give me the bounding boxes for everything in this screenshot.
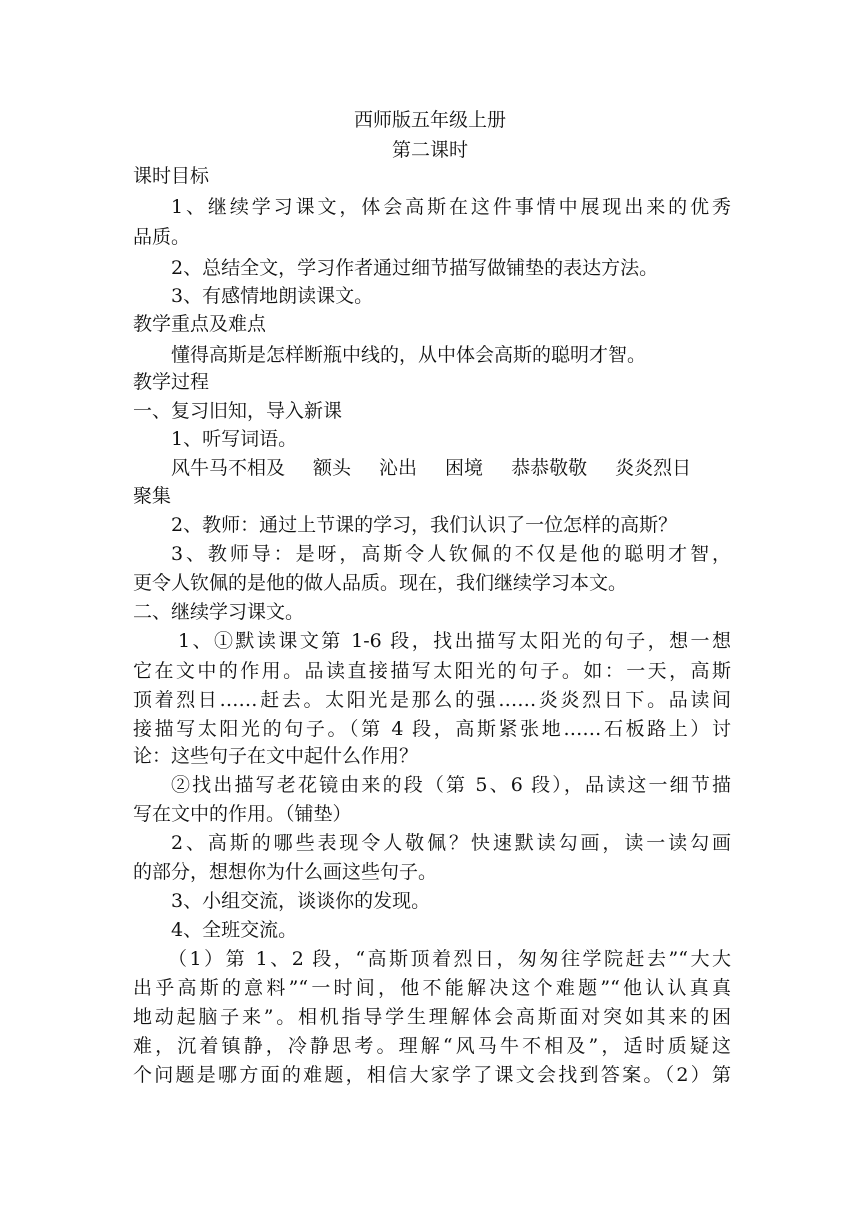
- goals-heading: 课时目标: [133, 165, 210, 187]
- document-subtitle: 第二课时: [391, 139, 468, 161]
- vocabulary-word: 风牛马不相及: [171, 457, 286, 479]
- part-1-item-1: 1、听写词语。: [171, 428, 298, 450]
- part-2-item-1-line-2: 它在文中的作用。品读直接描写太阳光的句子。如：一天，高斯: [133, 660, 731, 682]
- goal-3: 3、有感情地朗读课文。: [171, 285, 374, 307]
- vocabulary-word: 炎炎烈日: [615, 457, 692, 479]
- vocabulary-word: 沁出: [379, 457, 418, 479]
- part-2-item-1-line-4: 接描写太阳光的句子。（第 4 段，高斯紧张地……石板路上）讨: [133, 718, 731, 740]
- part-2-item-1b-line-2: 写在文中的作用。（铺垫）: [133, 803, 352, 825]
- part-2-item-1-line-5: 论：这些句子在文中起什么作用？: [133, 745, 419, 767]
- part-2-heading: 二、继续学习课文。: [133, 601, 305, 623]
- goal-1-line-2: 品质。: [133, 226, 191, 248]
- vocabulary-words: [171, 456, 771, 480]
- part-2-item-1-line-1: 1、①默读课文第 1-6 段，找出描写太阳光的句子，想一想: [178, 630, 731, 652]
- document-title: 西师版五年级上册: [353, 109, 506, 131]
- key-points-heading: 教学重点及难点: [133, 313, 267, 335]
- vocabulary-word: 恭恭敬敬: [511, 457, 588, 479]
- part-2-item-4a-line-5: 个问题是哪方面的难题，相信大家学了课文会找到答案。（2）第: [133, 1064, 731, 1086]
- part-1-item-2: 2、教师：通过上节课的学习，我们认识了一位怎样的高斯？: [171, 514, 678, 536]
- part-2-item-1b-line-1: ②找出描写老花镜由来的段（第 5、6 段），品读这一细节描: [171, 774, 731, 796]
- process-heading: 教学过程: [133, 371, 210, 393]
- part-2-item-4a-line-4: 难，沉着镇静，冷静思考。理解“风马牛不相及”，适时质疑这: [133, 1035, 731, 1057]
- vocabulary-word: 额头: [313, 457, 352, 479]
- part-2-item-2-line-2: 的部分，想想你为什么画这些句子。: [133, 861, 438, 883]
- part-1-item-3-line-2: 更令人钦佩的是他的做人品质。现在，我们继续学习本文。: [133, 572, 628, 594]
- part-2-item-1-line-3: 顶着烈日……赶去。太阳光是那么的强……炎炎烈日下。品读间: [133, 689, 731, 711]
- part-2-item-4a-line-3: 地动起脑子来”。相机指导学生理解体会高斯面对突如其来的困: [133, 1006, 731, 1028]
- part-1-heading: 一、复习旧知，导入新课: [133, 400, 343, 422]
- part-2-item-4a-line-2: 出乎高斯的意料”“一时间，他不能解决这个难题”“他认认真真: [133, 977, 731, 999]
- part-1-item-3-line-1: 3、教师导：是呀，高斯令人钦佩的不仅是他的聪明才智，: [171, 543, 731, 565]
- part-2-item-4: 4、全班交流。: [171, 919, 298, 941]
- vocabulary-words-cont: 聚集: [133, 485, 172, 507]
- vocabulary-word: 困境: [445, 457, 484, 479]
- part-2-item-4a-line-1: （1）第 1、2 段，“高斯顶着烈日，匆匆往学院赶去”“大大: [168, 948, 731, 970]
- part-2-item-3: 3、小组交流，谈谈你的发现。: [171, 890, 431, 912]
- key-points-text: 懂得高斯是怎样断瓶中线的，从中体会高斯的聪明才智。: [171, 344, 647, 366]
- goal-2: 2、总结全文，学习作者通过细节描写做铺垫的表达方法。: [171, 257, 659, 279]
- part-2-item-2-line-1: 2、高斯的哪些表现令人敬佩？快速默读勾画，读一读勾画: [171, 832, 731, 854]
- goal-1-line-1: 1、继续学习课文，体会高斯在这件事情中展现出来的优秀: [171, 196, 731, 218]
